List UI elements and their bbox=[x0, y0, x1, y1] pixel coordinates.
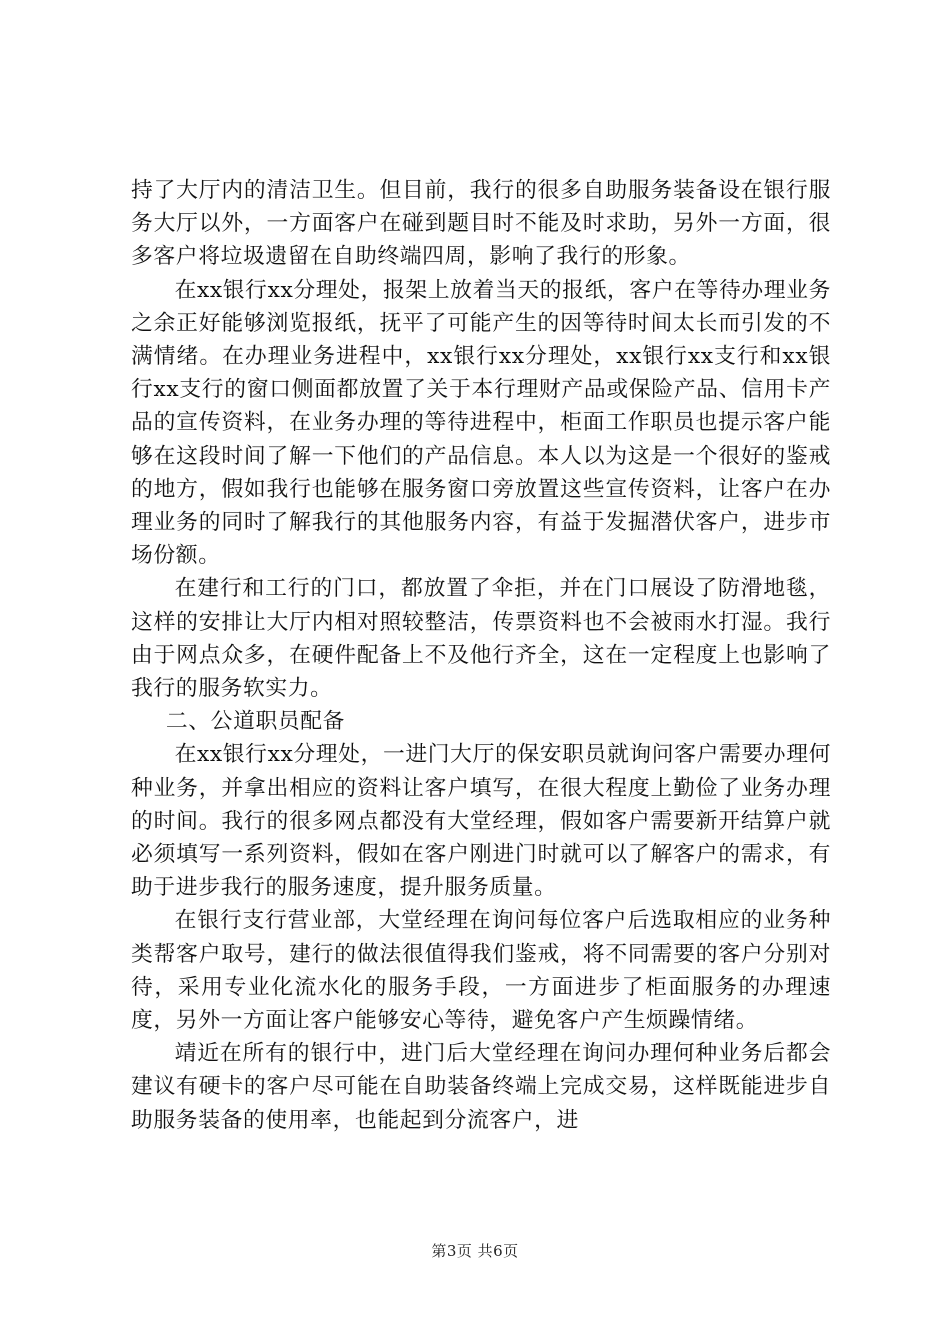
paragraph-security-staff: 在xx银行xx分理处，一进门大厅的保安职员就询问客户需要办理何种业务，并拿出相应的资料让客户填写，在很大程度上勤俭了业务办理的时间。我行的很多网点都没有大堂经理，假如客户需要新开结算户就必须填写一系列资料，假如在客户刚进门时就可以了解客户的需求，有助于进步我行的服务速度，提升服务质量。 bbox=[131, 742, 831, 901]
paragraph-newspaper-rack: 在xx银行xx分理处，报架上放着当天的报纸，客户在等待办理业务之余正好能够浏览报纸，抚平了可能产生的因等待时间太长而引发的不满情绪。在办理业务进程中，xx银行xx分理处，xx银行xx支行和xx银行xx支行的窗口侧面都放置了关于本行理财产品或保险产品、信用卡产品的宣传资料，在业务办理的等待进程中，柜面工作职员也提示客户能够在这段时间了解一下他们的产品信息。本人以为这是一个很好的鉴戒的地方，假如我行也能够在服务窗口旁放置这些宣传资料，让客户在办理业务的同时了解我行的其他服务内容，有益于发掘潜伏客户，进步市场份额。 bbox=[131, 277, 831, 569]
page-number-footer: 第3页 共6页 bbox=[431, 1242, 519, 1260]
paragraph-self-service: 靖近在所有的银行中，进门后大堂经理在询问办理何种业务后都会建议有硬卡的客户尽可能在自助装备终端上完成交易，这样既能进步自助服务装备的使用率，也能起到分流客户，进 bbox=[131, 1041, 831, 1133]
document-body bbox=[131, 174, 831, 1137]
section-heading: 二、公道职员配备 bbox=[165, 709, 346, 735]
paragraph-continuation: 持了大厅内的清洁卫生。但目前，我行的很多自助服务装备设在银行服务大厅以外，一方面客户在碰到题目时不能及时求助，另外一方面，很多客户将垃圾遗留在自助终端四周，影响了我行的形象。 bbox=[131, 178, 831, 270]
paragraph-lobby-manager: 在银行支行营业部，大堂经理在询问每位客户后选取相应的业务种类帮客户取号，建行的做法很值得我们鉴戒，将不同需要的客户分别对待，采用专业化流水化的服务手段，一方面进步了柜面服务的办理速度，另外一方面让客户能够安心等待，避免客户产生烦躁情绪。 bbox=[131, 908, 831, 1034]
paragraph-umbrella-rack: 在建行和工行的门口，都放置了伞拒，并在门口展设了防滑地毯，这样的安排让大厅内相对照较整洁，传票资料也不会被雨水打湿。我行由于网点众多，在硬件配备上不及他行齐全，这在一定程度上也影响了我行的服务软实力。 bbox=[131, 576, 831, 702]
